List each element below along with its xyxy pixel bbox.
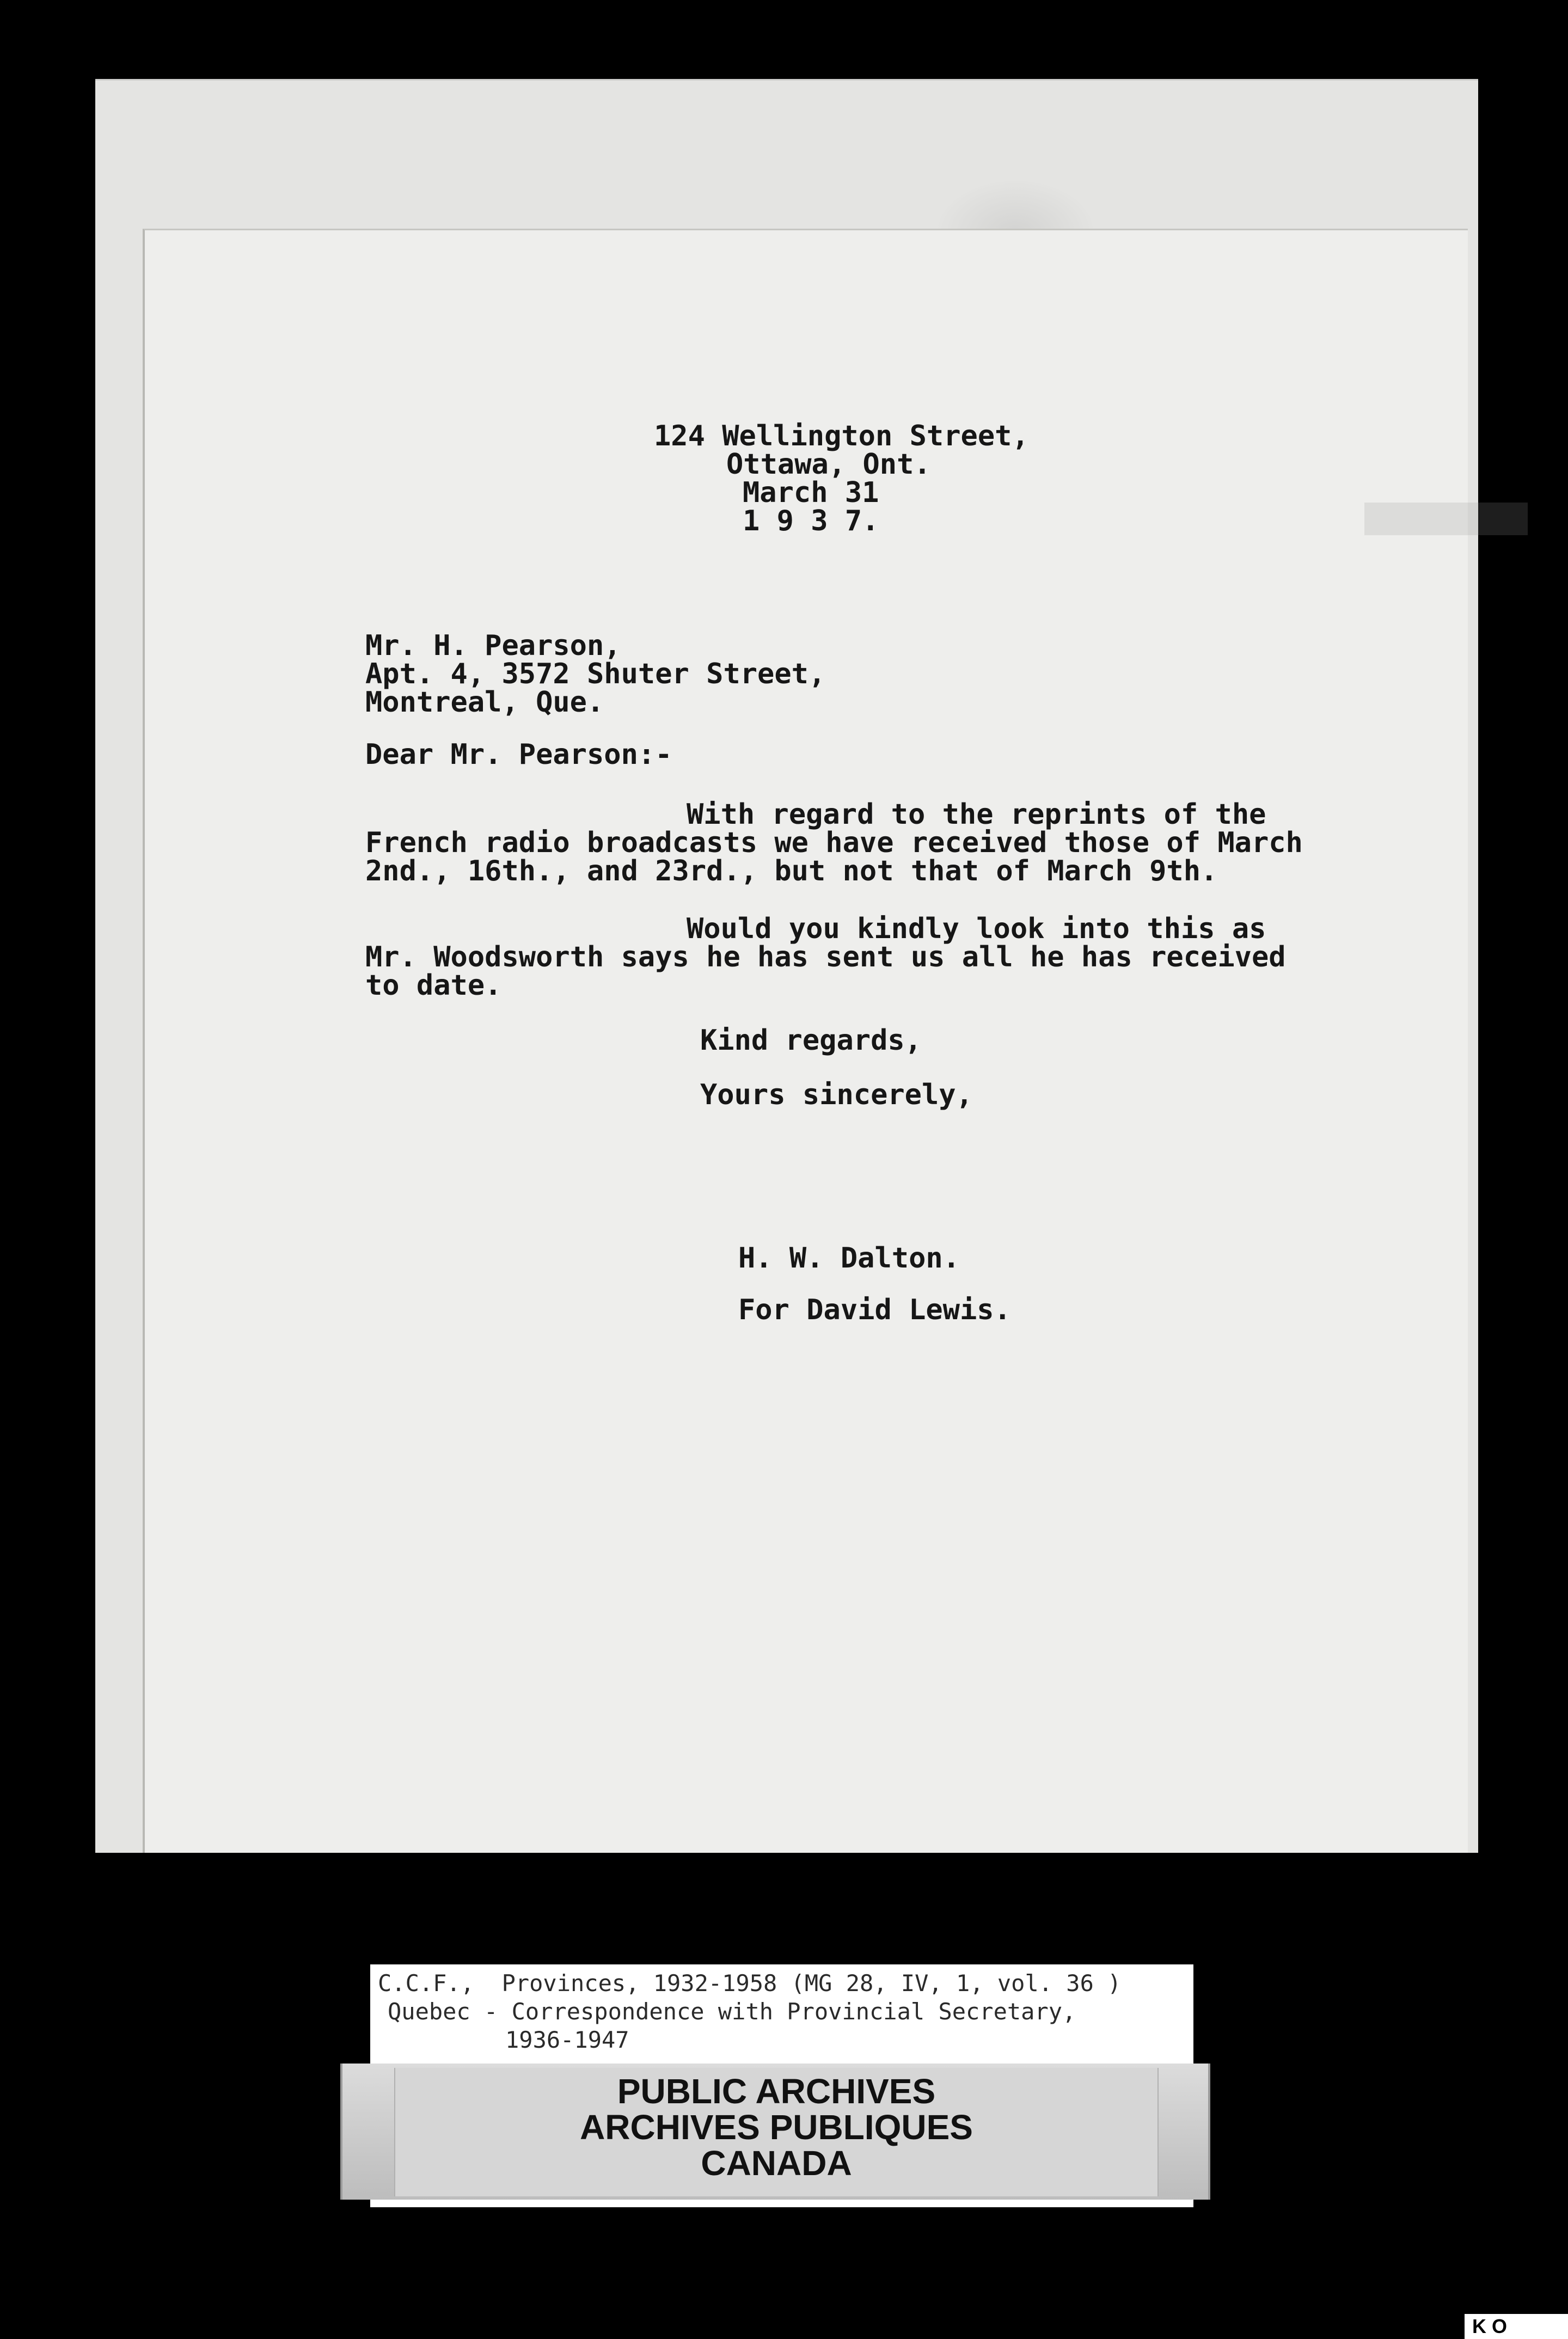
address-line-4: 1 9 3 7. xyxy=(743,505,879,537)
closing-kind-regards: Kind regards, xyxy=(700,1024,922,1057)
label-bottom-edge xyxy=(370,2200,1193,2207)
letter-sheet xyxy=(143,229,1468,1853)
paragraph2-line-2: Mr. Woodsworth says he has sent us all he has received xyxy=(365,941,1286,973)
paragraph1-line-2: French radio broadcasts we have received those of March xyxy=(365,826,1303,859)
signature-for: For David Lewis. xyxy=(738,1294,1011,1326)
address-line-3: March 31 xyxy=(743,476,879,509)
paragraph2-line-3: to date. xyxy=(365,969,502,1002)
recipient-line-3: Montreal, Que. xyxy=(365,686,604,719)
corner-tag: K O xyxy=(1465,2314,1568,2339)
recipient-line-2: Apt. 4, 3572 Shuter Street, xyxy=(365,658,826,690)
signature-name: H. W. Dalton. xyxy=(738,1242,960,1275)
recipient-line-1: Mr. H. Pearson, xyxy=(365,629,621,662)
address-line-1: 124 Wellington Street, xyxy=(654,420,1029,452)
closing-yours-sincerely: Yours sincerely, xyxy=(700,1079,973,1111)
label-line-2: Quebec - Correspondence with Provincial Secretary, xyxy=(388,1998,1076,2025)
address-line-2: Ottawa, Ont. xyxy=(726,448,931,481)
paragraph1-line-1: With regard to the reprints of the xyxy=(687,798,1266,831)
label-line-1: C.C.F., Provinces, 1932-1958 (MG 28, IV, 1, vol. 36 ) xyxy=(378,1970,1122,1997)
archives-public: PUBLIC ARCHIVES xyxy=(617,2072,936,2111)
archives-publiques: ARCHIVES PUBLIQUES xyxy=(580,2108,973,2147)
paragraph2-line-1: Would you kindly look into this as xyxy=(687,913,1266,945)
label-line-3: 1936-1947 xyxy=(505,2026,629,2053)
archive-stamp-band xyxy=(340,2064,1210,2200)
archives-canada: CANADA xyxy=(701,2144,852,2183)
paragraph1-line-3: 2nd., 16th., and 23rd., but not that of March 9th. xyxy=(365,855,1218,887)
salutation: Dear Mr. Pearson:- xyxy=(365,738,672,771)
archive-label-card xyxy=(370,1964,1193,2069)
archive-stamp-inner xyxy=(394,2068,1159,2196)
stamp-ghost xyxy=(1364,503,1528,535)
